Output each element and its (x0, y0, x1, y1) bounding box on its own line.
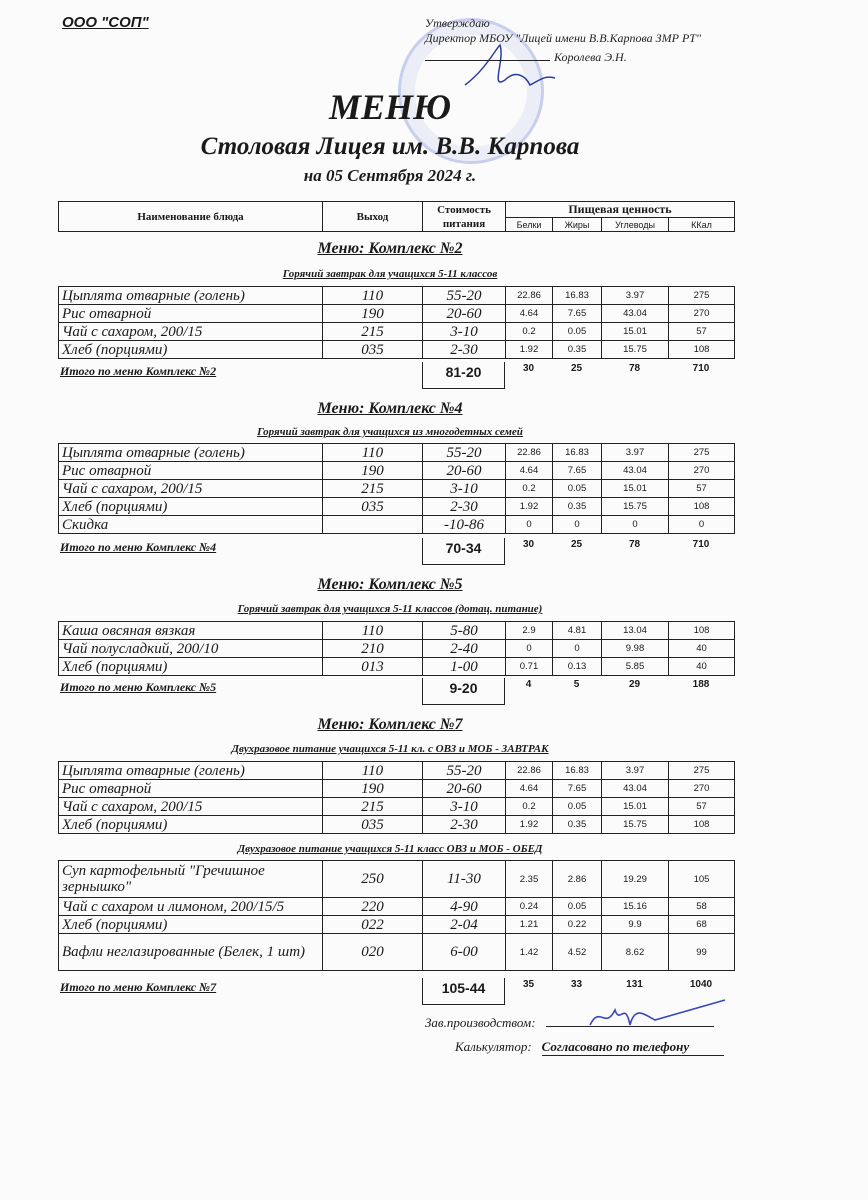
dish-protein: 0 (506, 640, 553, 658)
menu-group-subtitle: Горячий завтрак для учащихся 5-11 классов (дотац. питание) (237, 603, 543, 615)
dish-cost: 20-60 (423, 780, 506, 798)
column-nutrition: Пищевая ценность (506, 202, 735, 218)
dish-fat: 0 (553, 640, 602, 658)
dish-name: Хлеб (порциями) (59, 816, 323, 834)
approve-name: Королева Э.Н. (554, 50, 627, 64)
menu-total-row (58, 362, 734, 390)
table-row (59, 341, 735, 359)
dish-yield: 035 (323, 341, 423, 359)
dish-cost: 3-10 (423, 323, 506, 341)
dish-fat: 0.05 (553, 898, 602, 916)
dish-kcal: 58 (669, 898, 735, 916)
dish-kcal: 99 (669, 934, 735, 971)
dish-kcal: 57 (669, 323, 735, 341)
approve-label: Утверждаю (425, 16, 490, 30)
dish-carbs: 15.75 (602, 816, 669, 834)
dish-protein: 0.71 (506, 658, 553, 676)
menu-group-subtitle: Горячий завтрак для учащихся из многодетных семей (257, 426, 523, 438)
dish-carbs: 13.04 (602, 622, 669, 640)
total-kcal: 710 (692, 363, 710, 374)
dish-name: Суп картофельный "Гречишное зернышко" (59, 861, 323, 898)
dish-kcal: 270 (669, 780, 735, 798)
table-row (59, 798, 735, 816)
dish-kcal: 108 (669, 341, 735, 359)
total-fat: 33 (570, 979, 583, 990)
dish-yield: 022 (323, 916, 423, 934)
dish-carbs: 3.97 (602, 762, 669, 780)
column-fat: Жиры (553, 218, 602, 232)
dish-fat: 0.05 (553, 480, 602, 498)
dish-name: Хлеб (порциями) (59, 498, 323, 516)
dish-kcal: 270 (669, 305, 735, 323)
column-yield: Выход (323, 202, 423, 232)
menu-items-table (58, 286, 735, 359)
total-label: Итого по меню Комплекс №4 (60, 540, 217, 554)
dish-carbs: 9.9 (602, 916, 669, 934)
dish-yield: 110 (323, 622, 423, 640)
total-cost: 70-34 (422, 538, 505, 565)
total-label: Итого по меню Комплекс №2 (60, 364, 217, 378)
dish-name: Рис отварной (59, 780, 323, 798)
dish-cost: 2-40 (423, 640, 506, 658)
dish-name: Цыплята отварные (голень) (59, 762, 323, 780)
table-row (59, 480, 735, 498)
dish-protein: 1.92 (506, 816, 553, 834)
table-row (59, 934, 735, 971)
dish-kcal: 57 (669, 798, 735, 816)
total-kcal: 188 (692, 679, 710, 690)
dish-kcal: 108 (669, 622, 735, 640)
dish-cost: 3-10 (423, 480, 506, 498)
page-title: МЕНЮ (328, 87, 452, 127)
dish-kcal: 108 (669, 816, 735, 834)
dish-name: Хлеб (порциями) (59, 658, 323, 676)
dish-cost: 4-90 (423, 898, 506, 916)
total-protein: 30 (522, 363, 535, 374)
production-label: Зав.производством: (425, 1015, 536, 1030)
dish-yield: 020 (323, 934, 423, 971)
dish-fat: 0.05 (553, 323, 602, 341)
table-row (59, 762, 735, 780)
dish-yield: 190 (323, 305, 423, 323)
dish-fat: 4.52 (553, 934, 602, 971)
column-kcal: ККал (669, 218, 735, 232)
dish-carbs: 15.75 (602, 341, 669, 359)
dish-carbs: 15.01 (602, 798, 669, 816)
dish-fat: 0.05 (553, 798, 602, 816)
table-row (59, 323, 735, 341)
dish-protein: 2.35 (506, 861, 553, 898)
dish-fat: 16.83 (553, 444, 602, 462)
dish-cost: 5-80 (423, 622, 506, 640)
dish-kcal: 57 (669, 480, 735, 498)
dish-carbs: 15.16 (602, 898, 669, 916)
dish-fat: 7.65 (553, 462, 602, 480)
dish-kcal: 40 (669, 658, 735, 676)
dish-name: Чай с сахаром, 200/15 (59, 480, 323, 498)
dish-protein: 22.86 (506, 762, 553, 780)
dish-yield: 215 (323, 798, 423, 816)
total-label: Итого по меню Комплекс №5 (60, 680, 217, 694)
dish-name: Чай с сахаром и лимоном, 200/15/5 (59, 898, 323, 916)
total-kcal: 710 (692, 539, 710, 550)
dish-protein: 1.92 (506, 498, 553, 516)
total-carbs: 29 (628, 679, 641, 690)
total-cost: 9-20 (422, 678, 505, 705)
dish-yield: 215 (323, 323, 423, 341)
dish-carbs: 43.04 (602, 780, 669, 798)
column-name: Наименование блюда (59, 202, 323, 232)
dish-protein: 0.2 (506, 323, 553, 341)
dish-cost: 2-04 (423, 916, 506, 934)
total-carbs: 131 (626, 979, 643, 990)
total-cost: 81-20 (422, 362, 505, 389)
table-row (59, 287, 735, 305)
menu-title: Меню: Комплекс №4 (317, 400, 463, 417)
dish-protein: 0.24 (506, 898, 553, 916)
dish-cost: 20-60 (423, 462, 506, 480)
calculator-signoff (455, 1038, 724, 1056)
menu-group-subtitle: Двухразовое питание учащихся 5-11 кл. с ОВЗ и МОБ - ЗАВТРАК (231, 743, 549, 755)
dish-protein: 4.64 (506, 780, 553, 798)
dish-fat: 0.35 (553, 816, 602, 834)
dish-carbs: 9.98 (602, 640, 669, 658)
dish-fat: 16.83 (553, 762, 602, 780)
dish-cost: 20-60 (423, 305, 506, 323)
table-row (59, 622, 735, 640)
dish-cost: -10-86 (423, 516, 506, 534)
table-row (59, 462, 735, 480)
dish-cost: 6-00 (423, 934, 506, 971)
dish-name: Каша овсяная вязкая (59, 622, 323, 640)
dish-protein: 1.42 (506, 934, 553, 971)
dish-kcal: 270 (669, 462, 735, 480)
table-row (59, 780, 735, 798)
total-fat: 5 (573, 679, 580, 690)
column-cost: Стоимость питания (423, 202, 506, 232)
dish-yield: 190 (323, 462, 423, 480)
dish-name: Цыплята отварные (голень) (59, 287, 323, 305)
menu-group-subtitle: Горячий завтрак для учащихся 5-11 классов (282, 268, 498, 280)
dish-yield: 110 (323, 762, 423, 780)
table-row (59, 816, 735, 834)
dish-carbs: 5.85 (602, 658, 669, 676)
total-carbs: 78 (628, 539, 641, 550)
dish-name: Цыплята отварные (голень) (59, 444, 323, 462)
dish-protein: 2.9 (506, 622, 553, 640)
total-fat: 25 (570, 539, 583, 550)
dish-yield: 110 (323, 444, 423, 462)
dish-kcal: 275 (669, 287, 735, 305)
menu-items-table (58, 860, 735, 971)
dish-protein: 22.86 (506, 287, 553, 305)
dish-fat: 7.65 (553, 780, 602, 798)
dish-carbs: 3.97 (602, 444, 669, 462)
total-carbs: 78 (628, 363, 641, 374)
menu-items-table (58, 621, 735, 676)
dish-fat: 0.35 (553, 341, 602, 359)
dish-yield: 215 (323, 480, 423, 498)
dish-name: Рис отварной (59, 305, 323, 323)
dish-carbs: 15.01 (602, 323, 669, 341)
dish-name: Хлеб (порциями) (59, 341, 323, 359)
dish-name: Чай полусладкий, 200/10 (59, 640, 323, 658)
table-row (59, 861, 735, 898)
dish-name: Вафли неглазированные (Белек, 1 шт) (59, 934, 323, 971)
production-signature (585, 995, 735, 1035)
total-kcal: 1040 (689, 979, 713, 990)
dish-kcal: 40 (669, 640, 735, 658)
dish-fat: 16.83 (553, 287, 602, 305)
dish-name: Чай с сахаром, 200/15 (59, 798, 323, 816)
dish-cost: 55-20 (423, 444, 506, 462)
table-row (59, 916, 735, 934)
dish-fat: 0.22 (553, 916, 602, 934)
dish-protein: 4.64 (506, 305, 553, 323)
dish-carbs: 15.75 (602, 498, 669, 516)
menu-total-row (58, 678, 734, 706)
dish-protein: 22.86 (506, 444, 553, 462)
dish-name: Скидка (59, 516, 323, 534)
dish-cost: 11-30 (423, 861, 506, 898)
dish-carbs: 3.97 (602, 287, 669, 305)
dish-carbs: 15.01 (602, 480, 669, 498)
table-row (59, 898, 735, 916)
dish-kcal: 275 (669, 762, 735, 780)
dish-carbs: 8.62 (602, 934, 669, 971)
approve-position: Директор МБОУ "Лицей имени В.В.Карпова ЗМР РТ" (425, 31, 701, 45)
dish-protein: 0 (506, 516, 553, 534)
column-header-table (58, 201, 735, 232)
dish-fat: 4.81 (553, 622, 602, 640)
organization-name: ООО "СОП" (62, 14, 149, 31)
dish-yield (323, 516, 423, 534)
dish-carbs: 43.04 (602, 305, 669, 323)
dish-kcal: 105 (669, 861, 735, 898)
dish-cost: 3-10 (423, 798, 506, 816)
dish-kcal: 0 (669, 516, 735, 534)
dish-yield: 110 (323, 287, 423, 305)
dish-protein: 0.2 (506, 798, 553, 816)
total-cost: 105-44 (422, 978, 505, 1005)
menu-items-table (58, 443, 735, 534)
column-carbs: Углеводы (602, 218, 669, 232)
dish-kcal: 275 (669, 444, 735, 462)
dish-cost: 55-20 (423, 287, 506, 305)
dish-protein: 1.92 (506, 341, 553, 359)
table-row (59, 444, 735, 462)
dish-yield: 035 (323, 498, 423, 516)
table-row (59, 305, 735, 323)
dish-fat: 0.13 (553, 658, 602, 676)
dish-protein: 0.2 (506, 480, 553, 498)
dish-cost: 55-20 (423, 762, 506, 780)
calculator-value: Согласовано по телефону (542, 1039, 724, 1056)
dish-fat: 0.35 (553, 498, 602, 516)
menu-items-table (58, 761, 735, 834)
total-protein: 4 (525, 679, 532, 690)
dish-yield: 190 (323, 780, 423, 798)
menu-group-subtitle: Двухразовое питание учащихся 5-11 класс ОВЗ и МОБ - ОБЕД (237, 843, 543, 855)
dish-yield: 220 (323, 898, 423, 916)
table-row (59, 640, 735, 658)
total-protein: 30 (522, 539, 535, 550)
total-protein: 35 (522, 979, 535, 990)
dish-carbs: 0 (602, 516, 669, 534)
total-fat: 25 (570, 363, 583, 374)
dish-fat: 0 (553, 516, 602, 534)
dish-kcal: 108 (669, 498, 735, 516)
dish-protein: 1.21 (506, 916, 553, 934)
table-row (59, 658, 735, 676)
menu-date: на 05 Сентября 2024 г. (303, 166, 477, 185)
approval-block (425, 16, 735, 65)
dish-yield: 210 (323, 640, 423, 658)
dish-cost: 2-30 (423, 498, 506, 516)
dish-carbs: 43.04 (602, 462, 669, 480)
total-label: Итого по меню Комплекс №7 (60, 980, 217, 994)
column-protein: Белки (506, 218, 553, 232)
dish-cost: 2-30 (423, 816, 506, 834)
menu-title: Меню: Комплекс №2 (317, 240, 463, 257)
dish-carbs: 19.29 (602, 861, 669, 898)
dish-name: Хлеб (порциями) (59, 916, 323, 934)
dish-kcal: 68 (669, 916, 735, 934)
menu-title: Меню: Комплекс №7 (317, 716, 463, 733)
dish-fat: 7.65 (553, 305, 602, 323)
dish-cost: 2-30 (423, 341, 506, 359)
dish-yield: 035 (323, 816, 423, 834)
dish-yield: 250 (323, 861, 423, 898)
dish-protein: 4.64 (506, 462, 553, 480)
table-row (59, 516, 735, 534)
table-row (59, 498, 735, 516)
dish-fat: 2.86 (553, 861, 602, 898)
menu-total-row (58, 538, 734, 566)
dish-yield: 013 (323, 658, 423, 676)
menu-title: Меню: Комплекс №5 (317, 576, 463, 593)
dish-name: Чай с сахаром, 200/15 (59, 323, 323, 341)
dish-name: Рис отварной (59, 462, 323, 480)
canteen-name: Столовая Лицея им. В.В. Карпова (200, 133, 580, 160)
dish-cost: 1-00 (423, 658, 506, 676)
calculator-label: Калькулятор: (455, 1039, 532, 1054)
